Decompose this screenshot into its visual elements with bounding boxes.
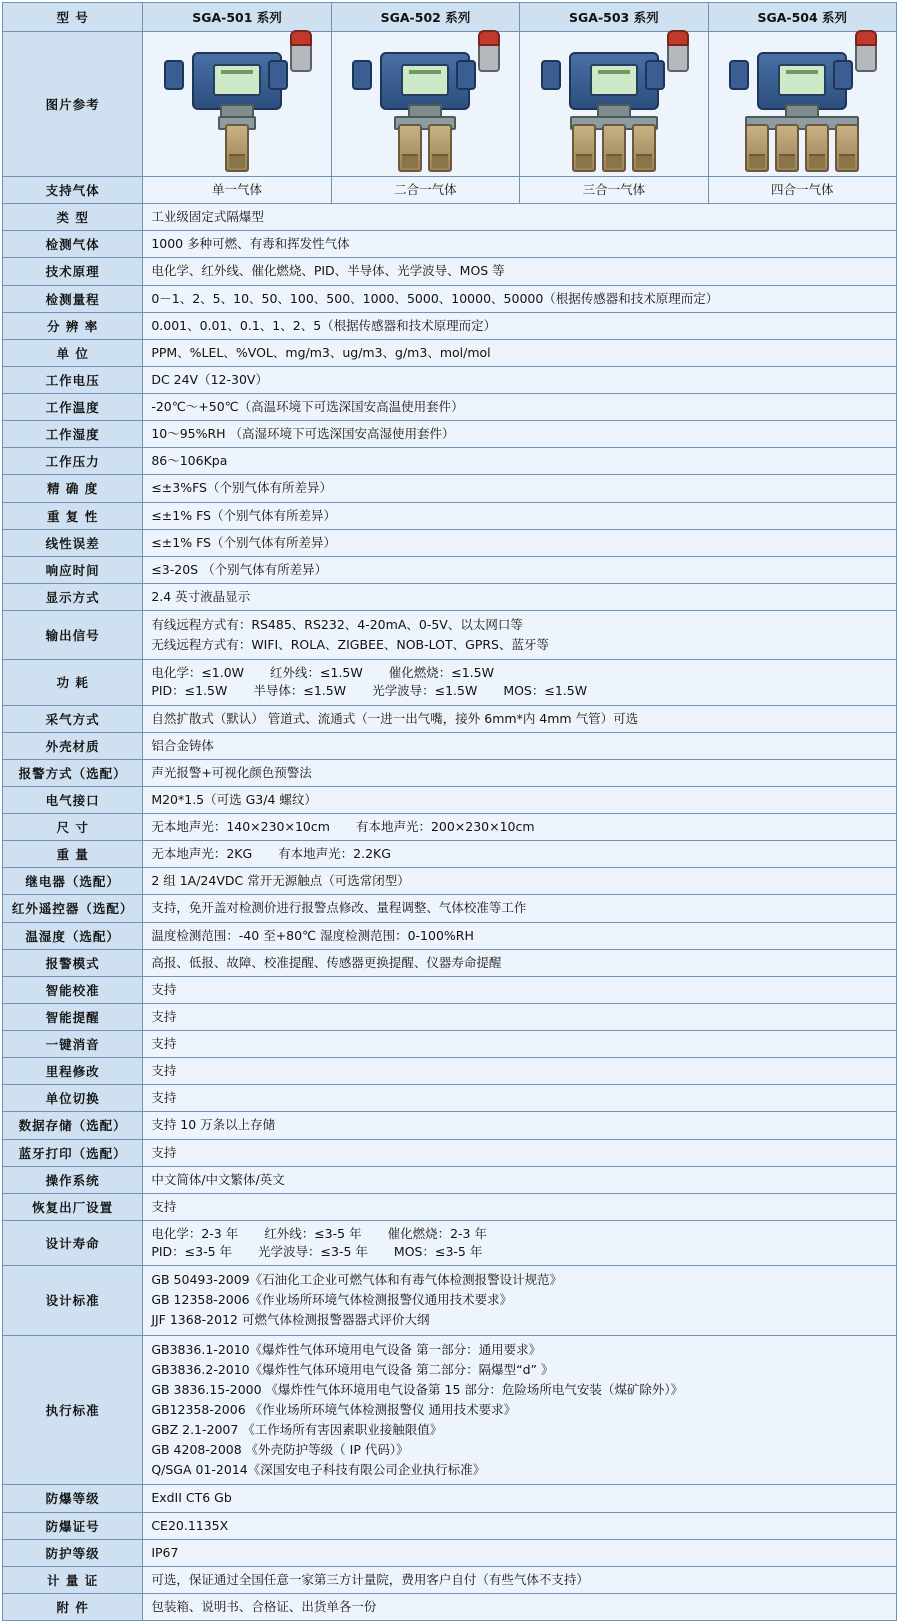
row-value: 铝合金铸体 <box>143 732 897 759</box>
row-value-line: GB 50493-2009《石油化工企业可燃气体和有毒气体检测报警设计规范》 <box>151 1272 563 1288</box>
row-value: 0－1、2、5、10、50、100、500、1000、5000、10000、50000（根据传感器和技术原理而定） <box>143 285 897 312</box>
row-label: 输出信号 <box>3 611 143 660</box>
row-value-line <box>151 818 888 836</box>
image-reference-label: 图片参考 <box>3 32 143 177</box>
sensor-probe <box>602 124 626 172</box>
row-label: 附 件 <box>3 1593 143 1620</box>
row-label: 重 复 性 <box>3 502 143 529</box>
sensor-group <box>572 124 656 172</box>
row-label: 类 型 <box>3 204 143 231</box>
row-label: 功 耗 <box>3 660 143 705</box>
gas-detector-illustration <box>152 34 322 174</box>
specification-table <box>2 2 897 1621</box>
table-row <box>3 1266 897 1335</box>
table-row <box>3 1003 897 1030</box>
row-label: 技术原理 <box>3 258 143 285</box>
sensor-probe <box>805 124 829 172</box>
row-value-item: 光学波导：≤3-5 年 <box>258 1244 368 1259</box>
row-value-line: GB 12358-2006《作业场所环境气体检测报警仪通用技术要求》 <box>151 1292 513 1308</box>
row-value-item: 红外线：≤3-5 年 <box>264 1225 362 1241</box>
table-row <box>3 759 897 786</box>
table-row <box>3 421 897 448</box>
row-value: 86～106Kpa <box>143 448 897 475</box>
table-row <box>3 786 897 813</box>
table-row <box>3 231 897 258</box>
table-row <box>3 1058 897 1085</box>
table-row <box>3 1539 897 1566</box>
row-value-line <box>151 1243 888 1261</box>
row-value: ≤±3%FS（个别气体有所差异） <box>143 475 897 502</box>
row-label: 智能提醒 <box>3 1003 143 1030</box>
row-value-line: 无线远程方式有：WIFI、ROLA、ZIGBEE、NOB-LOT、GPRS、蓝牙等 <box>151 637 549 653</box>
housing-flange-left <box>352 60 372 90</box>
row-value-line: 有线远程方式有：RS485、RS232、4-20mA、0-5V、以太网口等 <box>151 617 523 632</box>
row-value: 支持，免开盖对检测价进行报警点修改、量程调整、气体校准等工作 <box>143 895 897 922</box>
row-value: ≤3-20S （个别气体有所差异） <box>143 556 897 583</box>
row-value: 支持 <box>143 1139 897 1166</box>
row-value-group <box>143 660 897 705</box>
lcd-display <box>401 64 449 96</box>
row-label: 设计标准 <box>3 1266 143 1335</box>
row-value: 自然扩散式（默认） 管道式、流通式（一进一出气嘴，接外 6mm*内 4mm 气管）可选 <box>143 705 897 732</box>
table-row <box>3 1335 897 1485</box>
row-value-item: 无本地声光：2KG <box>151 846 253 862</box>
row-value: 支持 10 万条以上存储 <box>143 1112 897 1139</box>
table-row <box>3 732 897 759</box>
row-value-line <box>151 845 888 863</box>
gas-detector-illustration <box>717 34 887 174</box>
table-row-images <box>3 32 897 177</box>
row-value: 2 组 1A/24VDC 常开无源触点（可选常闭型） <box>143 868 897 895</box>
row-value-item: 有本地声光：2.2KG <box>278 846 391 862</box>
row-value-line: GB3836.2-2010《爆炸性气体环境用电气设备 第二部分：隔爆型“d” 》 <box>151 1361 554 1377</box>
row-label: 执行标准 <box>3 1335 143 1485</box>
row-value-item: MOS：≤1.5W <box>503 683 588 699</box>
model-name-2: SGA-502 系列 <box>331 3 519 32</box>
sensor-probe <box>398 124 422 172</box>
table-row <box>3 502 897 529</box>
row-value: 1000 多种可燃、有毒和挥发性气体 <box>143 231 897 258</box>
row-value: 0.001、0.01、0.1、1、2、5（根据传感器和技术原理而定） <box>143 312 897 339</box>
row-label: 设计寿命 <box>3 1220 143 1265</box>
table-row <box>3 1085 897 1112</box>
row-value: 支持 <box>143 1193 897 1220</box>
row-label: 单位切换 <box>3 1085 143 1112</box>
row-value: 中文简体/中文繁体/英文 <box>143 1166 897 1193</box>
alarm-beacon-icon <box>855 38 877 72</box>
row-value-line: GB 3836.15-2000 《爆炸性气体环境用电气设备第 15 部分：危险场所电气安装（煤矿除外）》 <box>151 1381 684 1397</box>
row-label: 响应时间 <box>3 556 143 583</box>
model-name-3: SGA-503 系列 <box>520 3 708 32</box>
table-row <box>3 448 897 475</box>
row-value-item: PID：≤3-5 年 <box>151 1244 233 1259</box>
table-row <box>3 285 897 312</box>
row-value: 可选，保证通过全国任意一家第三方计量院，费用客户自付（有些气体不支持） <box>143 1566 897 1593</box>
row-label: 检测量程 <box>3 285 143 312</box>
row-label: 报警方式（选配） <box>3 759 143 786</box>
model-label: 型 号 <box>3 3 143 32</box>
table-row <box>3 1566 897 1593</box>
gas-detector-illustration <box>529 34 699 174</box>
table-row-model-header <box>3 3 897 32</box>
row-value: 支持 <box>143 1085 897 1112</box>
row-label: 红外遥控器（选配） <box>3 895 143 922</box>
row-label: 尺 寸 <box>3 814 143 841</box>
row-value-line: GBZ 2.1-2007 《工作场所有害因素职业接触限值》 <box>151 1422 443 1437</box>
row-value-line <box>151 682 888 700</box>
table-row <box>3 922 897 949</box>
alarm-beacon-icon <box>290 38 312 72</box>
row-value-item: 无本地声光：140×230×10cm <box>151 819 330 834</box>
row-value-line: GB12358-2006 《作业场所环境气体检测报警仪 通用技术要求》 <box>151 1401 517 1417</box>
row-label: 数据存储（选配） <box>3 1112 143 1139</box>
housing-flange-right <box>268 60 288 90</box>
table-row <box>3 868 897 895</box>
row-label: 恢复出厂设置 <box>3 1193 143 1220</box>
row-value: 包装箱、说明书、合格证、出货单各一份 <box>143 1593 897 1620</box>
row-label: 精 确 度 <box>3 475 143 502</box>
table-row <box>3 529 897 556</box>
product-image-1 <box>143 32 331 177</box>
row-label: 温湿度（选配） <box>3 922 143 949</box>
row-value-item: 电化学：2-3 年 <box>151 1225 239 1241</box>
row-value: 支持 <box>143 1058 897 1085</box>
row-value-line <box>151 1225 888 1243</box>
row-value: 10～95%RH （高湿环境下可选深国安高湿使用套件） <box>143 421 897 448</box>
row-label: 显示方式 <box>3 583 143 610</box>
row-label: 报警模式 <box>3 949 143 976</box>
row-value: ≤±1% FS（个别气体有所差异） <box>143 529 897 556</box>
row-label: 蓝牙打印（选配） <box>3 1139 143 1166</box>
housing-flange-left <box>541 60 561 90</box>
table-row <box>3 814 897 841</box>
row-value: 支持 <box>143 976 897 1003</box>
row-label: 工作温度 <box>3 394 143 421</box>
housing-flange-right <box>645 60 665 90</box>
row-value-line: JJF 1368-2012 可燃气体检测报警器器式评价大纲 <box>151 1312 430 1328</box>
table-row <box>3 895 897 922</box>
row-value-item: 催化燃烧：≤1.5W <box>388 665 494 681</box>
row-value-item: 电化学：≤1.0W <box>151 665 245 681</box>
table-row <box>3 258 897 285</box>
row-value-list <box>143 1335 897 1485</box>
row-value: 四合一气体 <box>708 177 896 204</box>
row-label: 继电器（选配） <box>3 868 143 895</box>
table-row <box>3 366 897 393</box>
sensor-group <box>398 124 452 172</box>
row-value: 单一气体 <box>143 177 331 204</box>
row-value: 工业级固定式隔爆型 <box>143 204 897 231</box>
sensor-probe <box>775 124 799 172</box>
row-value-line <box>151 664 888 682</box>
table-row <box>3 976 897 1003</box>
sensor-probe <box>835 124 859 172</box>
table-row <box>3 841 897 868</box>
row-value: 二合一气体 <box>331 177 519 204</box>
row-value: M20*1.5（可选 G3/4 螺纹） <box>143 786 897 813</box>
row-value-list <box>143 611 897 660</box>
row-label: 检测气体 <box>3 231 143 258</box>
row-value: 温度检测范围：-40 至+80℃ 湿度检测范围：0-100%RH <box>143 922 897 949</box>
table-row <box>3 583 897 610</box>
row-label: 支持气体 <box>3 177 143 204</box>
row-label: 防爆等级 <box>3 1485 143 1512</box>
sensor-probe <box>745 124 769 172</box>
row-label: 计 量 证 <box>3 1566 143 1593</box>
row-value-group <box>143 841 897 868</box>
row-value-group <box>143 814 897 841</box>
row-value: ≤±1% FS（个别气体有所差异） <box>143 502 897 529</box>
model-name-1: SGA-501 系列 <box>143 3 331 32</box>
sensor-group <box>225 124 249 172</box>
table-row <box>3 339 897 366</box>
table-row <box>3 394 897 421</box>
table-row <box>3 556 897 583</box>
table-row <box>3 611 897 660</box>
row-value: 电化学、红外线、催化燃烧、PID、半导体、光学波导、MOS 等 <box>143 258 897 285</box>
row-value: 高报、低报、故障、校准提醒、传感器更换提醒、仪器寿命提醒 <box>143 949 897 976</box>
row-value-item: 催化燃烧：2-3 年 <box>387 1225 487 1241</box>
alarm-beacon-icon <box>667 38 689 72</box>
row-label: 分 辨 率 <box>3 312 143 339</box>
table-row <box>3 949 897 976</box>
model-name-4: SGA-504 系列 <box>708 3 896 32</box>
row-value-item: 光学波导：≤1.5W <box>372 683 478 699</box>
row-label: 里程修改 <box>3 1058 143 1085</box>
housing-flange-left <box>164 60 184 90</box>
gas-detector-illustration <box>340 34 510 174</box>
row-label: 防爆证号 <box>3 1512 143 1539</box>
row-value-item: 半导体：≤1.5W <box>253 683 347 699</box>
table-row <box>3 475 897 502</box>
row-value: 三合一气体 <box>520 177 708 204</box>
row-value-item: MOS：≤3-5 年 <box>393 1244 483 1259</box>
row-label: 外壳材质 <box>3 732 143 759</box>
table-body <box>3 3 897 1621</box>
row-value: PPM、%LEL、%VOL、mg/m3、ug/m3、g/m3、mol/mol <box>143 339 897 366</box>
table-row <box>3 705 897 732</box>
table-row <box>3 204 897 231</box>
housing-flange-left <box>729 60 749 90</box>
sensor-group <box>745 124 859 172</box>
alarm-beacon-icon <box>478 38 500 72</box>
row-value-list <box>143 1266 897 1335</box>
row-value-item: 有本地声光：200×230×10cm <box>355 819 535 834</box>
table-row <box>3 1031 897 1058</box>
housing-flange-right <box>833 60 853 90</box>
row-label: 重 量 <box>3 841 143 868</box>
row-label: 电气接口 <box>3 786 143 813</box>
table-row <box>3 1593 897 1620</box>
lcd-display <box>590 64 638 96</box>
row-value-line: GB3836.1-2010《爆炸性气体环境用电气设备 第一部分：通用要求》 <box>151 1341 542 1357</box>
product-image-3 <box>520 32 708 177</box>
row-label: 工作压力 <box>3 448 143 475</box>
sensor-probe <box>632 124 656 172</box>
sensor-probe <box>225 124 249 172</box>
row-value: DC 24V（12-30V） <box>143 366 897 393</box>
row-value-item: PID：≤1.5W <box>151 683 228 699</box>
row-label: 线性误差 <box>3 529 143 556</box>
table-row <box>3 177 897 204</box>
row-value-group <box>143 1220 897 1265</box>
housing-flange-right <box>456 60 476 90</box>
row-label: 智能校准 <box>3 976 143 1003</box>
row-label: 一键消音 <box>3 1031 143 1058</box>
row-label: 工作电压 <box>3 366 143 393</box>
spec-sheet <box>0 2 899 1621</box>
sensor-probe <box>428 124 452 172</box>
row-value: IP67 <box>143 1539 897 1566</box>
row-label: 操作系统 <box>3 1166 143 1193</box>
row-value: 声光报警+可视化颜色预警法 <box>143 759 897 786</box>
row-label: 防护等级 <box>3 1539 143 1566</box>
table-row <box>3 1193 897 1220</box>
table-row <box>3 1512 897 1539</box>
row-label: 工作湿度 <box>3 421 143 448</box>
sensor-probe <box>572 124 596 172</box>
table-row <box>3 1139 897 1166</box>
table-row <box>3 660 897 705</box>
row-value-item: 红外线：≤1.5W <box>270 665 363 681</box>
lcd-display <box>213 64 261 96</box>
row-value: -20℃～+50℃（高温环境下可选深国安高温使用套件） <box>143 394 897 421</box>
table-row <box>3 1220 897 1265</box>
row-label: 单 位 <box>3 339 143 366</box>
row-value: 支持 <box>143 1003 897 1030</box>
table-row <box>3 1166 897 1193</box>
table-row <box>3 312 897 339</box>
product-image-2 <box>331 32 519 177</box>
product-image-4 <box>708 32 896 177</box>
row-label: 采气方式 <box>3 705 143 732</box>
row-value: 支持 <box>143 1031 897 1058</box>
table-row <box>3 1485 897 1512</box>
table-row <box>3 1112 897 1139</box>
lcd-display <box>778 64 826 96</box>
row-value-line: Q/SGA 01-2014《深国安电子科技有限公司企业执行标准》 <box>151 1462 486 1478</box>
row-value: ExdII CT6 Gb <box>143 1485 897 1512</box>
row-value: CE20.1135X <box>143 1512 897 1539</box>
row-value: 2.4 英寸液晶显示 <box>143 583 897 610</box>
row-value-line: GB 4208-2008 《外壳防护等级（ IP 代码）》 <box>151 1442 409 1458</box>
